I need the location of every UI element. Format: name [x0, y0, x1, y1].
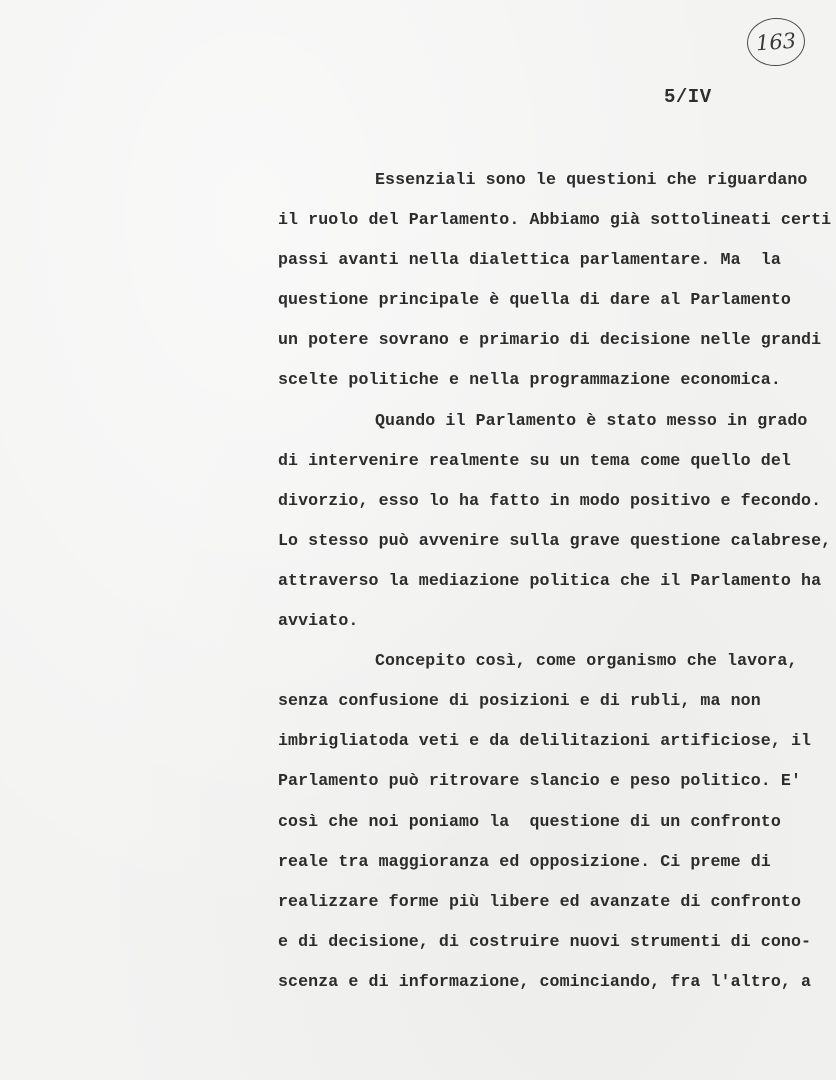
text-line: Parlamento può ritrovare slancio e peso politico. E': [278, 771, 802, 791]
text-line: così che noi poniamo la questione di un confronto: [278, 811, 781, 831]
text-line: Essenziali sono le questioni che riguardano: [375, 170, 808, 189]
page-reference: 5/IV: [664, 86, 712, 108]
text-line: avviato.: [278, 611, 359, 631]
page-number-stamp: [745, 16, 806, 68]
text-line: Quando il Parlamento è stato messo in grado: [375, 410, 808, 430]
text-line: questione principale è quella di dare al Parlamento: [278, 290, 791, 310]
text-line: un potere sovrano e primario di decisione nelle grandi: [278, 330, 822, 350]
stamp-number: 163: [755, 28, 797, 56]
text-line: realizzare forme più libere ed avanzate di confronto: [278, 891, 802, 911]
text-line: reale tra maggioranza ed opposizione. Ci preme di: [278, 851, 771, 871]
text-line: imbrigliatoda veti e da delilitazioni artificiose, il: [278, 731, 812, 751]
text-line: senza confusione di posizioni e di rubli, ma non: [278, 691, 761, 711]
text-line: e di decisione, di costruire nuovi strumenti di cono-: [278, 931, 812, 951]
text-line: scenza e di informazione, cominciando, fra l'altro, a: [278, 971, 812, 991]
text-line: di intervenire realmente su un tema come quello del: [278, 450, 791, 470]
text-line: passi avanti nella dialettica parlamentare. Ma la: [278, 250, 781, 270]
text-line: scelte politiche e nella programmazione economica.: [278, 370, 781, 390]
body-text: [278, 160, 832, 1002]
text-line: divorzio, esso lo ha fatto in modo positivo e fecondo.: [278, 490, 822, 510]
text-line: attraverso la mediazione politica che il Parlamento ha: [278, 570, 822, 590]
text-line: Concepito così, come organismo che lavora,: [375, 651, 798, 671]
text-line: il ruolo del Parlamento. Abbiamo già sottolineati certi: [278, 210, 832, 230]
text-line: Lo stesso può avvenire sulla grave questione calabrese,: [278, 530, 832, 550]
